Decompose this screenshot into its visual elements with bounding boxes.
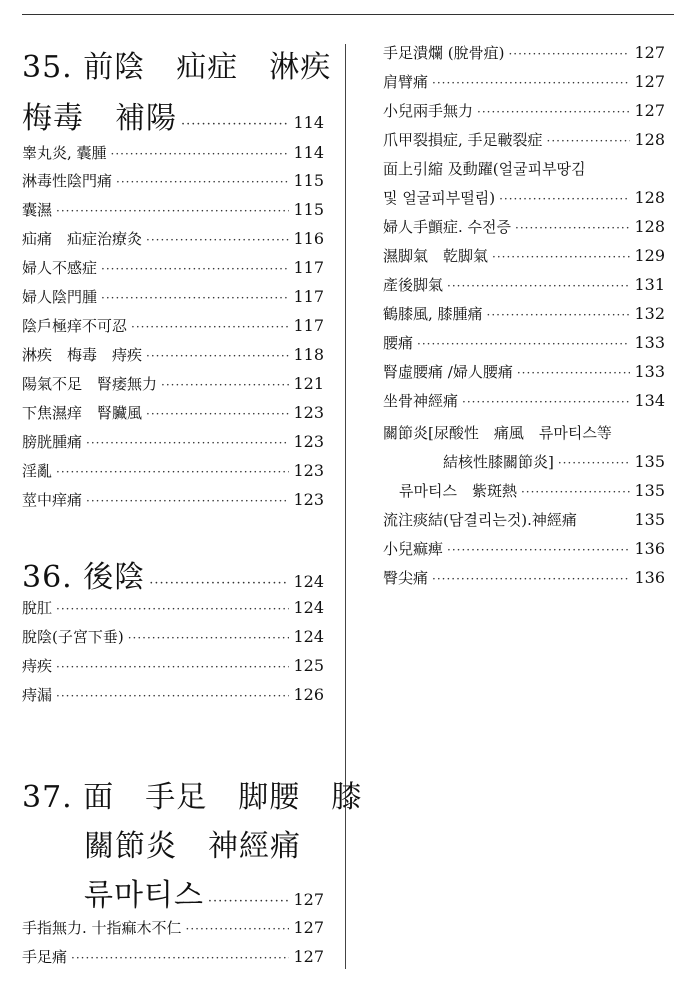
toc-entry-page: 133 [634,362,665,381]
toc-entry-label: 小兒兩手無力 [383,102,474,120]
toc-entry-label: 淫亂 [22,462,53,480]
toc-entry[interactable] [383,187,665,211]
leader-dots [521,485,630,499]
toc-entry-page: 135 [634,481,665,500]
toc-entry[interactable] [22,257,324,281]
toc-entry-label: 膀胱腫痛 [22,433,83,451]
toc-entry-page: 136 [634,568,665,587]
toc-entry[interactable] [383,129,665,153]
toc-entry[interactable] [383,361,665,385]
toc-entry-page: 123 [293,403,324,422]
leader-dots [101,291,289,305]
section-35-title-cont: 梅毒 補陽 [22,101,177,136]
toc-entry-page: 126 [293,685,324,704]
toc-entry[interactable] [383,245,665,269]
leader-dots [462,395,630,409]
section-37-title-line3 [84,870,324,914]
toc-entry[interactable] [22,373,324,397]
toc-entry[interactable] [383,567,665,591]
toc-entry-page: 131 [634,275,665,294]
toc-entry[interactable] [22,142,324,166]
toc-entry-page: 123 [293,461,324,480]
toc-entry-label: 陽氣不足 腎痿無力 [22,375,158,393]
leader-dots [417,337,630,351]
toc-entry-label: 手足潰爛 (脫骨疽) [383,44,505,62]
leader-dots [558,456,631,470]
leader-dots [86,494,289,508]
section-36-title-line [22,552,324,596]
toc-entry-label: 婦人陰門腫 [22,288,98,306]
toc-entry-page: 127 [634,101,665,120]
toc-entry-label: 睾丸炎, 囊腫 [22,144,107,162]
toc-entry-page: 121 [293,374,324,393]
leader-dots [146,407,289,421]
leader-dots [499,192,630,206]
toc-entry-label: 鶴膝風, 膝腫痛 [383,305,483,323]
toc-entry-page: 128 [634,217,665,236]
leader-dots [128,631,290,645]
toc-entry-label: 腎虛腰痛 /婦人腰痛 [383,363,513,381]
toc-entry[interactable] [22,946,324,970]
leader-dots [447,543,630,557]
toc-entry-page: 135 [634,452,665,471]
leader-dots [477,105,630,119]
leader-dots [56,660,289,674]
toc-entry[interactable] [383,538,665,562]
toc-entry-page: 124 [293,598,324,617]
section-37-title: 37. 面 手足 脚腰 膝 [22,780,363,815]
toc-entry-label: 疝痛 疝症治療灸 [22,230,143,248]
toc-entry[interactable] [22,402,324,426]
leader-dots [111,147,290,161]
toc-entry[interactable] [22,199,324,223]
toc-entry-label: 및 얼굴피부떨림) [383,189,496,207]
section-36-title: 36. 後陰 [22,560,146,595]
toc-entry[interactable] [22,917,324,941]
toc-entry[interactable] [22,655,324,679]
toc-entry-page: 129 [634,246,665,265]
leader-dots [161,378,289,392]
toc-entry-page: 117 [293,287,324,306]
toc-entry[interactable] [383,71,665,95]
toc-entry-page: 127 [634,72,665,91]
section-35-title: 35. 前陰 疝症 淋疾 [22,50,332,85]
toc-entry[interactable] [383,332,665,356]
toc-entry-label: 婦人手顫症. 수전증 [383,218,512,236]
toc-entry-label: 下焦濕痒 腎臟風 [22,404,143,422]
toc-entry-page: 128 [634,130,665,149]
section-36-page: 124 [293,572,324,591]
leader-dots [181,117,289,132]
toc-entry-page: 133 [634,333,665,352]
leader-dots [86,436,289,450]
toc-entry-page: 116 [293,229,324,248]
section-37-title-cont: 關節炎 神經痛 [84,829,301,864]
toc-entry-label: 產後脚氣 [383,276,444,294]
toc-entry[interactable] [22,431,324,455]
toc-entry-label: 陰戶極痒不可忍 [22,317,128,335]
toc-entry-label[interactable]: 面上引縮 及動躍(얼굴피부땅김 [383,160,586,178]
toc-entry[interactable] [383,100,665,124]
toc-entry[interactable] [22,626,324,650]
leader-dots [432,76,630,90]
toc-entry-page: 114 [293,143,324,162]
toc-entry-page: 125 [293,656,324,675]
toc-entry-label: 莖中痒痛 [22,491,83,509]
toc-entry[interactable] [22,170,324,194]
toc-entry-label: 結核性膝關節炎] [443,453,554,471]
toc-entry-page: 115 [293,200,324,219]
toc-entry-label: 肩臂痛 [383,73,429,91]
leader-dots [116,175,289,189]
leader-dots [56,204,289,218]
toc-entry[interactable] [22,286,324,310]
toc-entry[interactable] [399,480,665,504]
toc-entry-page: 128 [634,188,665,207]
toc-entry-label: 小兒痲痺 [383,540,444,558]
toc-entry-label: 脫肛 [22,599,53,617]
toc-entry-page: 127 [634,43,665,62]
section-37-page: 127 [293,890,324,909]
leader-dots [447,279,630,293]
leader-dots [208,894,290,909]
toc-entry-label: 류마티스 紫斑熱 [399,482,517,500]
toc-entry[interactable] [383,509,665,533]
toc-entry-label: 囊濕 [22,201,53,219]
toc-entry-label: 濕脚氣 乾脚氣 [383,247,489,265]
leader-dots [56,465,289,479]
toc-entry-page: 118 [293,345,324,364]
leader-dots [492,250,630,264]
top-rule [22,14,674,15]
section-35-title-line2 [22,93,324,137]
toc-entry-page: 123 [293,490,324,509]
toc-entry-page: 115 [293,171,324,190]
toc-entry[interactable] [22,228,324,252]
toc-entry-page: 123 [293,432,324,451]
leader-dots [508,47,630,61]
toc-entry[interactable] [383,42,665,66]
toc-entry-page: 132 [634,304,665,323]
toc-entry[interactable] [22,315,324,339]
leader-dots [515,221,630,235]
leader-dots [56,689,289,703]
toc-entry[interactable] [22,460,324,484]
toc-entry-page: 127 [293,947,324,966]
toc-entry-page: 127 [293,918,324,937]
toc-entry[interactable] [443,451,665,475]
toc-entry-label: 爪甲裂損症, 手足皸裂症 [383,131,543,149]
toc-entry-label: 淋疾 梅毒 痔疾 [22,346,143,364]
toc-entry-label: 婦人不感症 [22,259,98,277]
toc-entry[interactable] [383,303,665,327]
toc-entry[interactable] [22,344,324,368]
toc-entry[interactable] [383,216,665,240]
toc-entry[interactable] [383,390,665,414]
toc-entry[interactable] [383,274,665,298]
toc-entry-label: 淋毒性陰門痛 [22,172,113,190]
toc-entry-label: 手足痛 [22,948,68,966]
toc-entry-page: 136 [634,539,665,558]
leader-dots [146,233,289,247]
toc-entry-label: 痔疾 [22,657,53,675]
leader-dots [432,572,630,586]
leader-dots [487,308,631,322]
toc-entry-page: 134 [634,391,665,410]
toc-entry-page: 135 [634,510,665,529]
toc-entry[interactable] [22,684,324,708]
toc-entry[interactable] [22,489,324,513]
leader-dots [101,262,289,276]
toc-entry-label: 痔漏 [22,686,53,704]
leader-dots [146,349,289,363]
section-35-page: 114 [293,113,324,132]
toc-entry-page: 124 [293,627,324,646]
leader-dots [186,922,290,936]
column-divider [345,44,346,969]
toc-entry-label[interactable]: 關節炎[尿酸性 痛風 류마티스等 [383,424,612,442]
toc-entry-page: 117 [293,316,324,335]
leader-dots [149,576,289,591]
leader-dots [71,951,289,965]
toc-entry-label: 臀尖痛 [383,569,429,587]
leader-dots [517,366,631,380]
toc-entry-label: 坐骨神經痛 [383,392,459,410]
toc-entry-label: 手指無力. 十指痲木不仁 [22,919,182,937]
toc-entry[interactable] [22,597,324,621]
leader-dots [131,320,289,334]
toc-entry-label: 脫陰(子宮下垂) [22,628,124,646]
toc-entry-page: 117 [293,258,324,277]
leader-dots [56,602,289,616]
section-37-title-cont2: 류마티스 [84,878,204,913]
toc-entry-label: 腰痛 [383,334,414,352]
leader-dots [547,134,631,148]
toc-entry-label: 流注痰結(담결리는것).神經痛 [383,511,577,529]
